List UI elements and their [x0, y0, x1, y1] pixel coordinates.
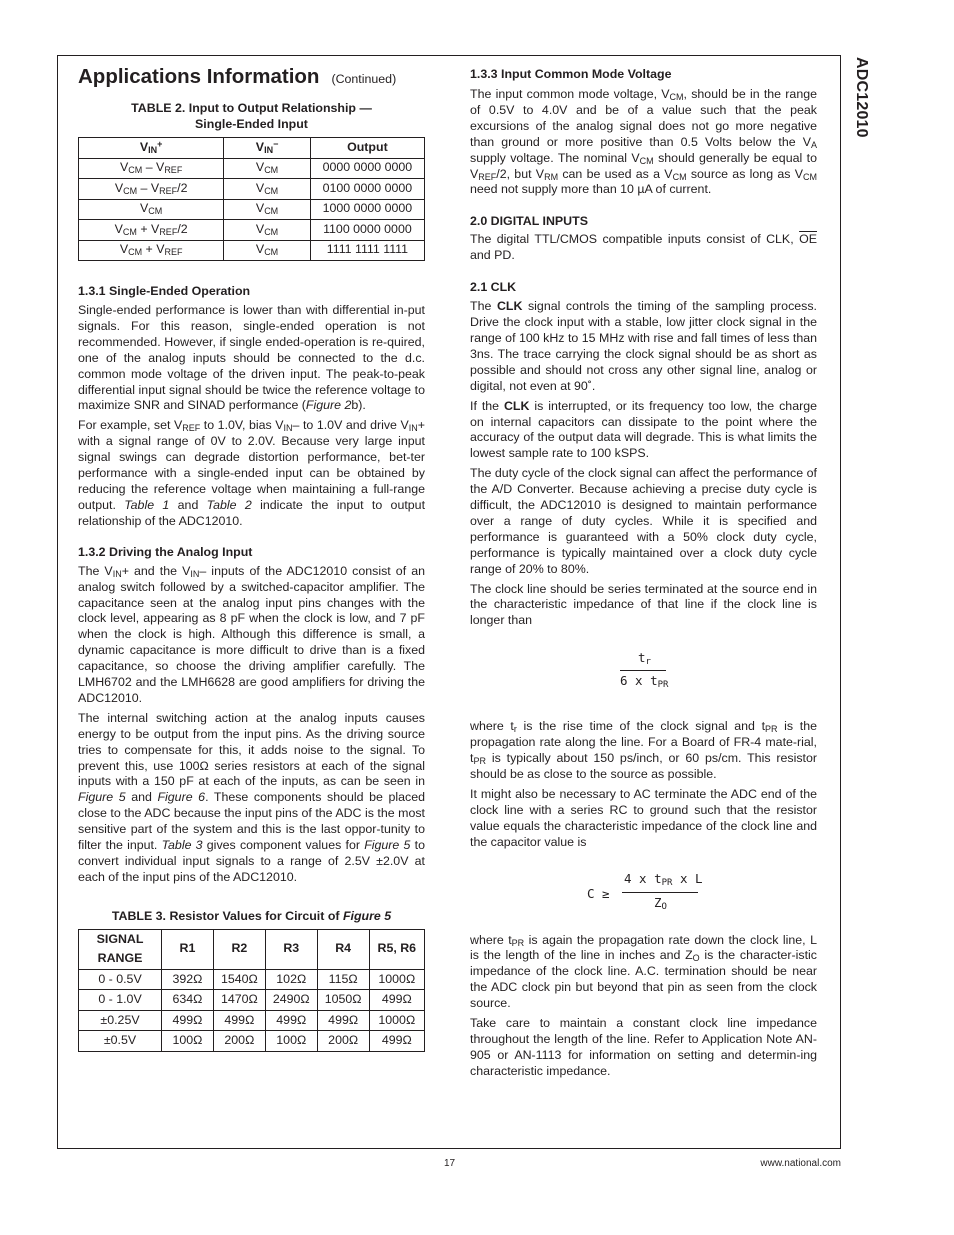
page-number: 17: [444, 1158, 456, 1169]
paragraph: For example, set $V_{REF}$ to 1.0V, bias $V_{IN}-$ to 1.0V and drive $V_{IN}+$ with a signal range of 0V to 2.0V. Because very large input signal swings can degrade distortion performance, bet-ter performance with a single-ended input can be obtained by reducing the reference voltage when maintaining a full-range output. Table 1 and Table 2 indicate the input to output relationship of the ADC12010.: [78, 418, 426, 528]
footer-website: www.national.com: [760, 1158, 841, 1169]
table-row: $V_{CM} + V_{REF}/2$ $V_{CM}$ 1100 0000 0000: [79, 220, 425, 241]
paragraph: The CLK signal controls the timing of the sampling process. Drive the clock input with a stable, low jitter clock signal in the range of 100 kHz to 15 MHz with rise and fall times of less than 3ns. The trace carrying the clock signal should be as short as possible and should not cross any other signal line, analog or digital, not even at 90˚.: [470, 299, 817, 393]
table-row: $V_{CM} + V_{REF}$ $V_{CM}$ 1111 1111 1111: [79, 240, 425, 261]
formula-denominator: $Z_O$: [654, 894, 667, 912]
table3-caption: TABLE 3. Resistor Values for Circuit of Figure 5: [111, 908, 392, 923]
paragraph: The internal switching action at the analog inputs causes energy to be output from the input pins. As the driving source tries to compensate for this, it adds noise to the signal. To prevent this, use 100Ω series resistors at each of the signal inputs with a 150 pF at each of the inputs, as can be seen in Figure 5 and Figure 6. These components should be placed close to the ADC because the input pins of the ADC is the most sensitive part of the system and this is the last oppor-tunity to filter the input. Table 3 gives component values for Figure 5 to convert individual input signals to a range of 2.5V ±2.0V at each of the input pins of the ADC12010.: [78, 710, 425, 884]
formula-lhs: C ≥: [587, 885, 610, 901]
table2-caption: TABLE 2. Input to Output Relationship — Single-Ended Input: [131, 101, 372, 131]
paragraph: It might also be necessary to AC terminate the ADC end of the clock line with a series RC to ground such that the resistor value equals the characteristic impedance of the clock line and the capacitor value is: [470, 786, 817, 849]
table-header-row: $V_{IN}^+$ $V_{IN}^-$ Output: [79, 138, 425, 159]
table-row: ±0.5V 100Ω 200Ω 100Ω 200Ω 499Ω: [79, 1031, 425, 1052]
paragraph: The $V_{IN}+$ and the $V_{IN}-$ inputs of the ADC12010 consist of an analog switch followed by a switched-capacitor amplifier. The capacitance seen at the analog input pins changes with the clock level, appearing as 8 pF when the clock is low, and 7 pF when the clock is high. Although this difference is small, a dynamic capacitance is more difficult to drive than is a fixed capacitance, so choose the driving amplifier carefully. The LMH6702 and the LMH6628 are good amplifiers for driving the ADC12010.: [78, 563, 426, 705]
side-tab: [843, 55, 873, 155]
page-title: Applications Information (Continued): [78, 65, 397, 88]
paragraph: where $t_{PR}$ is again the propagation rate down the clock line, L is the length of the line in inches and $Z_O$ is the character-istic impedance of the clock line. A.C. termination should be near the ADC clock pin but beyond that pin as seen from the clock source.: [470, 932, 817, 1011]
paragraph: If the CLK is interrupted, or its frequency too low, the charge on internal capacitors can dissipate to the point where the accuracy of the output data will degrade. This is what limits the lowest sample rate to 100 kSPS.: [470, 398, 817, 461]
formula-capacitor: [470, 851, 817, 933]
fraction-bar: [620, 670, 666, 671]
paragraph: Take care to maintain a constant clock line impedance throughout the length of the line. Refer to Application Note AN-905 or AN-1113 for information on setting and determin-ing characteristic impedance.: [470, 1016, 817, 1078]
section-heading-2-1: 2.1 CLK: [470, 280, 517, 295]
paragraph: Single-ended performance is lower than with differential in-put signals. For this reason, single-ended operation is not recommended. However, if single ended-operation is re-quired, one of the analog inputs should be connected to the d.c. common mode voltage of the driven input. The peak-to-peak differential input signal should be twice the reference voltage to maximize SNR and SINAD performance (Figure 2b).: [78, 303, 425, 413]
paragraph: The duty cycle of the clock signal can affect the performance of the A/D Converter. Because achieving a precise duty cycle is difficult, the ADC12010 is designed to maintain performance over a range of duty cycles. While it is specified and performance is guaranteed with a 50% clock duty cycle, performance is typically maintained over a clock duty cycle range of 20% to 80%.: [470, 466, 817, 576]
table-row: 0 - 0.5V 392Ω 1540Ω 102Ω 115Ω 1000Ω: [79, 969, 425, 990]
table-row: 0 - 1.0V 634Ω 1470Ω 2490Ω 1050Ω 499Ω: [79, 990, 425, 1011]
table-row: $V_{CM} - V_{REF}$ $V_{CM}$ 0000 0000 0000: [79, 158, 425, 179]
continued-label: (Continued): [331, 72, 397, 86]
right-column: [470, 66, 817, 1080]
table2: [78, 137, 425, 261]
table-row: $V_{CM} - V_{REF}/2$ $V_{CM}$ 0100 0000 0000: [79, 179, 425, 200]
section-heading-1-3-2: 1.3.2 Driving the Analog Input: [78, 544, 253, 559]
table-row: $V_{CM}$ $V_{CM}$ 1000 0000 0000: [79, 199, 425, 220]
paragraph: The clock line should be series terminated at the source end in the characteristic impedance of that line if the clock line is longer than: [470, 581, 817, 628]
paragraph: The digital TTL/CMOS compatible inputs consist of CLK, $\overline{OE}$ and PD.: [470, 232, 817, 263]
section-heading-1-3-3: 1.3.3 Input Common Mode Voltage: [470, 67, 672, 81]
table3: [78, 929, 425, 1052]
formula-line-length: [470, 629, 817, 719]
table-header-row: SIGNAL RANGE R1 R2 R3 R4 R5, R6: [79, 929, 425, 969]
formula-numerator: 4 x $t_{PR}$ x L: [624, 870, 703, 888]
formula-numerator: $t_r$: [638, 650, 651, 668]
paragraph: The input common mode voltage, $V_{CM}$, should be in the range of 0.5V to 4.0V and be of a value such that the peak excursions of the analog signal does not go more negative than ground or more positive than 0.5 Volts below the $V_A$ supply voltage. The nominal $V_{CM}$ should generally be equal to $V_{REF}/2$, but $V_{RM}$ can be used as a $V_{CM}$ source as long as $V_{CM}$ need not supply more than 10 µA of current.: [470, 87, 817, 197]
fraction-bar: [622, 892, 698, 893]
part-number-label: ADC12010: [853, 57, 870, 138]
left-column: [78, 64, 425, 1052]
section-heading-1-3-1: 1.3.1 Single-Ended Operation: [78, 284, 251, 298]
table-row: ±0.25V 499Ω 499Ω 499Ω 499Ω 1000Ω: [79, 1010, 425, 1031]
section-heading-2-0: 2.0 DIGITAL INPUTS: [470, 214, 588, 229]
formula-denominator: 6 x $t_{PR}$: [620, 673, 669, 691]
paragraph: where $t_r$ is the rise time of the clock signal and $t_{PR}$ is the propagation rate along the line. For a Board of FR-4 mate-rial, $t_{PR}$ is typically about 150 ps/inch, or 60 ps/cm. This resistor should be as close to the source as possible.: [470, 719, 817, 781]
